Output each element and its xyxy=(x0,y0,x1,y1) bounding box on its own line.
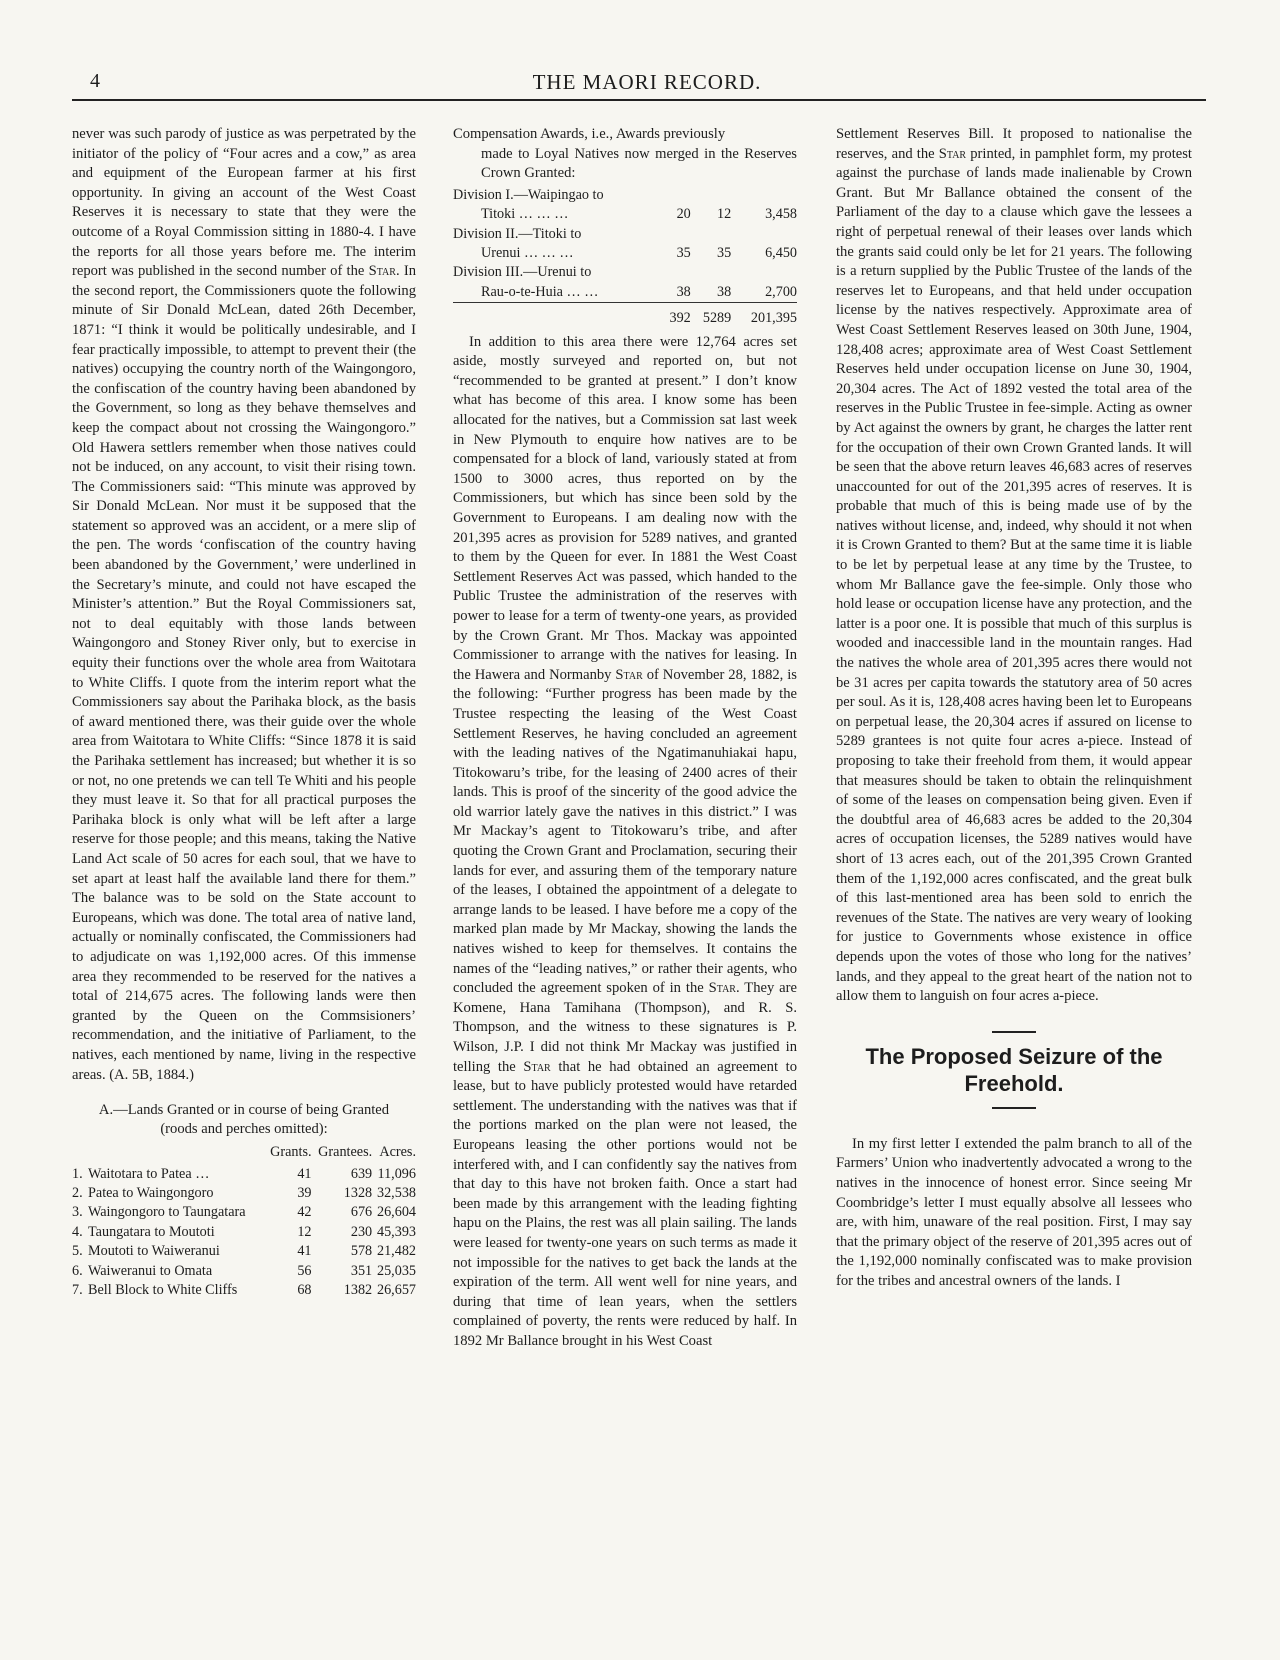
table-row xyxy=(72,1184,416,1203)
star-name: Star xyxy=(708,980,736,997)
total-grants: 392 xyxy=(660,303,690,329)
table-row xyxy=(72,1262,416,1281)
division-grants: 35 xyxy=(676,245,691,261)
header-rule xyxy=(72,99,1206,101)
row-name: Moutoti to Waiweranui xyxy=(88,1243,220,1260)
row-name: Waiweranui to Omata xyxy=(88,1262,213,1279)
row-grants: 39 xyxy=(297,1184,312,1201)
table-row xyxy=(72,1165,416,1184)
row-index: 1. xyxy=(72,1165,83,1182)
star-name: Star xyxy=(938,145,967,162)
row-grantees: 1328 xyxy=(343,1184,373,1201)
division-row xyxy=(453,225,797,244)
row-index: 7. xyxy=(72,1281,83,1298)
row-name: Waingongoro to Taungatara xyxy=(88,1204,246,1221)
row-grants: 41 xyxy=(297,1165,312,1182)
row-name: Patea to Waingongoro xyxy=(88,1184,214,1201)
compensation-intro-1: Compensation Awards, i.e., Awards previously xyxy=(453,126,726,142)
division-row-values xyxy=(453,205,797,224)
page-number: 4 xyxy=(90,70,100,92)
col2-text-c: . They are Komene, Hana Tamihana (Thompson), and R. S. Thompson, and the witness to these signatures is P. Wilson, J.P. I did not think Mr Mackay was justified in telling the xyxy=(453,980,797,1075)
page-header xyxy=(90,62,1204,102)
row-acres: 21,482 xyxy=(376,1243,416,1260)
col1-text-b: . In the second report, the Commissioners quote the following minute of Sir Donald McLean, dated 26th December, 1871: “I think it would be politically undesirable, and I fear practically impossible, to attempt to prevent their (the natives) occupying the country north of the Waingongoro, the confiscation of the country having been abandoned by the Government, so long as they behave themselves and keep the compact about not crossing the Waingongoro.” Old Hawera settlers remember when those natives could not be induced, on any account, to visit their rising town. The Commissioners said: “This minute was approved by Sir Donald McLean. Nor must it be supposed that the statement so approved was an accident, or a mere slip of the pen. The words ‘confiscation of the country having been abandoned by the Government,’ were underlined in the Secretary’s minute, and could not have escaped the Minister’s attention.” But the Royal Commissioners sat, not to deal equitably with those lands between Waingongoro and Stoney River only, but to exercise in equity their functions over the whole area from Waitotara to White Cliffs. I quote from the interim report what the Commissioners say about the Parihaka block, as the basis of award mentioned there, was their guide over the whole area from Waitotara to White Cliffs: “Since 1878 it is said the Parihaka settlement has increased; but whether it is so or not, no one pretends we can tell Te Whiti and his people they must leave it. So that for all practical purposes the Parihaka block is only what will be left after a large reserve for those people; and this means, taking the Native Land Act scale of 50 acres for each soul, that we have to set apart at least half the available land there for them.” The balance was to be sold on the State account to Europeans, which was done. The total area of native land, actually or nominally confiscated, the Commissioners had to adjudicate on was 1,192,000 acres. Of this immense area they recommended to be reserved for the natives a total of 214,675 acres. The following lands were then granted by the Queen on the Commsisioners’ recommendation, and the initiative of Parliament, to the natives, each mentioned by name, living in the respective areas. (A. 5B, 1884.) xyxy=(72,263,416,1083)
star-name: Star xyxy=(368,263,396,280)
column-2 xyxy=(453,125,797,1352)
row-grantees: 351 xyxy=(350,1262,373,1279)
column-3 xyxy=(836,125,1192,1291)
row-grantees: 639 xyxy=(350,1165,373,1182)
star-name: Star xyxy=(615,666,643,683)
row-index: 5. xyxy=(72,1243,83,1260)
table-caption xyxy=(72,1101,416,1139)
division-name: Division III.—Urenui to xyxy=(453,264,592,281)
division-grantees: 38 xyxy=(717,283,732,300)
total-grantees: 5289 xyxy=(691,303,731,329)
division-row-values xyxy=(453,283,797,303)
row-index: 6. xyxy=(72,1262,83,1279)
col3-paragraph xyxy=(836,125,1192,1007)
row-acres: 26,657 xyxy=(376,1281,416,1298)
row-grants: 68 xyxy=(297,1281,312,1298)
row-name: Bell Block to White Cliffs xyxy=(88,1281,238,1298)
divisions-table xyxy=(453,186,797,329)
article-title: The Proposed Seizure of the Freehold. xyxy=(865,1043,1163,1096)
row-index: 3. xyxy=(72,1204,83,1221)
row-acres: 25,035 xyxy=(376,1262,416,1279)
col3-text-a: Settlement Reserves Bill. It proposed to nationalise the reserves, and the xyxy=(836,126,1192,162)
row-acres: 26,604 xyxy=(376,1204,416,1221)
row-grantees: 1382 xyxy=(343,1281,373,1298)
division-name: Division I.—Waipingao to xyxy=(453,186,604,203)
col2-paragraph xyxy=(453,333,797,1352)
division-place: Urenui … … … xyxy=(481,245,574,261)
star-name: Star xyxy=(523,1058,551,1075)
division-grants: 38 xyxy=(676,283,691,300)
row-grantees: 676 xyxy=(350,1204,373,1221)
table-caption-line-1: A.—Lands Granted or in course of being Granted xyxy=(98,1102,390,1119)
division-acres: 3,458 xyxy=(765,206,797,223)
row-grants: 56 xyxy=(297,1262,312,1279)
col1-text-a: never was such parody of justice as was perpetrated by the initiator of the policy of “Four acres and a cow,” as area and equipment of the European farmer at his first opportunity. In giving an account of the West Coast Reserves it is necessary to state that they were the outcome of a Royal Commission sitting in 1880-4. I have the reports for all those years before me. The interim report was published in the second number of the xyxy=(72,126,416,280)
col2-text-a: In addition to this area there were 12,764 acres set aside, mostly surveyed and reported on, but not “recommended to be granted at present.” I don’t know what has become of this area. I know some has been allocated for the natives, but a Commission sat last week in New Plymouth to enquire how natives are to be compensated for a block of land, variously stated at from 1500 to 3000 acres, thus reported on by the Commissioners, but which has since been sold by the Government to Europeans. I am dealing now with the 201,395 acres as provision for 5289 natives, and granted to them by the Queen for ever. In 1881 the West Coast Settlement Reserves Act was passed, which handed to the Public Trustee the administration of the reserves with power to lease for a term of twenty-one years, as provided by the Crown Grant. Mr Thos. Mackay was appointed Commissioner to arrange with the natives for leasing. In the Hawera and Normanby xyxy=(453,333,797,683)
division-row-values xyxy=(453,244,797,263)
col1-paragraph xyxy=(72,125,416,1085)
table-row xyxy=(72,1203,416,1222)
compensation-intro-2: made to Loyal Natives now merged in the Reserves Crown Granted: xyxy=(481,145,797,182)
column-1 xyxy=(72,125,416,1300)
table-caption-line-2: (roods and perches omitted): xyxy=(160,1121,328,1138)
division-acres: 2,700 xyxy=(765,283,797,300)
division-name: Division II.—Titoki to xyxy=(453,225,582,242)
division-row xyxy=(453,186,797,205)
row-name: Waitotara to Patea … xyxy=(88,1165,210,1182)
totals-row xyxy=(453,303,797,329)
total-acres: 201,395 xyxy=(731,303,797,329)
col3-text-b: printed, in pamphlet form, my protest against the purchase of lands made inalienable by Crown Grant. But Mr Ballance obtained the consent of the Parliament of the day to a clause which gave the lessees a right of perpetual renewal of their leases over lands which the grants said could only be let for 21 years. The following is a return supplied by the Public Trustee of the lands of the reserves let to Europeans, and that held under occupation license by the natives respectively. Approximate area of West Coast Settlement Reserves leased on 30th June, 1904, 128,408 acres; approximate area of West Coast Settlement Reserves held under occupation license on June 30, 1904, 20,304 acres. The Act of 1892 vested the total area of the reserves in the Public Trustee in fee-simple. Acting as owner by Act against the owners by grant, he charges the latter rent for the occupation of their own Crown Granted lands. It will be seen that the above return leaves 46,683 acres of reserves unaccounted for out of the 201,395 acres of reserves. It is probable that much of this is being made use of by the natives without license, and, indeed, why should it not when it is Crown Granted to them? But at the same time it is liable to be let by perpetual lease at any time by the Trustee, to whom Mr Ballance gave the fee-simple. Only those who hold lease or occupation license have any protection, and the latter is a poor one. It is possible that much of this surplus is wooded and inaccessible land in the mountain ranges. Had the natives the whole area of 201,395 acres there would not be 31 acres per capita towards the statutory area of 50 acres per soul. As it is, 128,408 acres having been let to Europeans on perpetual lease, the 20,304 acres if assured on license to 5289 grantees is not quite four acres a-piece. Instead of proposing to take their freehold from them, it would appear that measures should be taken to obtain the relinquishment of some of the leases on compensation being given. Even if the doubtful area of 46,683 acres be added to the 20,304 acres of occupation licenses, the 5289 natives would have short of 13 acres each, out of the 201,395 Crown Granted them of the 1,192,000 acres confiscated, and the great bulk of this last-mentioned area has been sold to enrich the revenues of the State. The natives are very weary of looking for justice to Governments whose existence in office depends upon the votes of those who long for the natives’ lands, and they appeal to the great heart of the nation not to allow them to languish on four acres a-piece. xyxy=(836,145,1192,1005)
division-grantees: 35 xyxy=(717,245,732,261)
division-acres: 6,450 xyxy=(765,245,797,261)
table-header-row xyxy=(72,1143,416,1164)
col2-text-d: that he had obtained an agreement to lease, but to have publicly protested would have retarded settlement. The understanding with the natives was that if the portions marked on the plan were not leased, the Europeans leasing the other portions would not be interfered with, and I can confidently say the natives from that day to this have not broken faith. Once a start had been made by this arrangement with the leading fighting hapu on the Plains, the rest was all plain sailing. The lands were leased for twenty-one years on such terms as made it not impossible for the natives to get back the lands at the expiration of the term. All went well for nine years, and during that time of lean years, when the settlers complained of poverty, the rents were reduced by half. In 1892 Mr Ballance brought in his West Coast xyxy=(453,1058,797,1349)
row-grantees: 578 xyxy=(350,1243,373,1260)
table-row xyxy=(72,1281,416,1300)
row-index: 4. xyxy=(72,1223,83,1240)
col2-text-b: of November 28, 1882, is the following: “Further progress has been made by the Trustee respecting the leasing of the West Coast Settlement Reserves, he having concluded an agreement with the leading natives of the Ngatimanuhiakai hapu, Titokowaru’s tribe, for the leasing of 2400 acres of their lands. This is proof of the sincerity of the good advice the old warrior lately gave the natives in this district.” I was Mr Mackay’s agent to Titokowaru’s tribe, and after quoting the Crown Grant and Proclamation, securing their lands for ever, and assuring them of the temporary nature of the leases, I obtained the appointment of a delegate to arrange lands to be leased. I have before me a copy of the marked plan made by Mr Mackay, showing the lands the natives wished to keep for themselves. It contains the names of the “leading natives,” or rather their agents, who concluded the agreement spoken of in the xyxy=(453,666,797,997)
article-paragraph: In my first letter I extended the palm branch to all of the Farmers’ Union who inadvertently advocated a wrong to the natives in the innocence of honest error. Since seeing Mr Coombridge’s letter I must equally absolve all lessees who are, with him, unaware of the real position. First, I may say that the primary object of the reserve of 201,395 acres out of the 1,192,000 nominally confiscated was to make provision for the tribes and ancestral owners of the lands. I xyxy=(836,1135,1192,1289)
lands-granted-table xyxy=(72,1143,416,1300)
row-acres: 11,096 xyxy=(377,1165,416,1182)
division-place: Rau-o-te-Huia … … xyxy=(481,283,599,300)
header-acres: Acres. xyxy=(379,1144,416,1161)
section-rule-bottom xyxy=(992,1107,1036,1109)
table-row xyxy=(72,1223,416,1242)
division-place: Titoki … … … xyxy=(481,206,569,223)
row-grants: 42 xyxy=(297,1204,312,1221)
division-grantees: 12 xyxy=(717,206,732,223)
header-grantees: Grantees. xyxy=(318,1144,373,1161)
row-index: 2. xyxy=(72,1184,83,1201)
row-grants: 41 xyxy=(297,1243,312,1260)
row-grants: 12 xyxy=(297,1223,312,1240)
division-grants: 20 xyxy=(676,206,691,223)
header-grants: Grants. xyxy=(270,1144,312,1161)
row-name: Taungatara to Moutoti xyxy=(88,1223,215,1240)
division-row xyxy=(453,263,797,282)
running-title: THE MAORI RECORD. xyxy=(532,70,762,94)
row-acres: 32,538 xyxy=(376,1184,416,1201)
table-row xyxy=(72,1242,416,1261)
row-grantees: 230 xyxy=(350,1223,373,1240)
section-rule-top xyxy=(992,1031,1036,1033)
row-acres: 45,393 xyxy=(376,1223,416,1240)
